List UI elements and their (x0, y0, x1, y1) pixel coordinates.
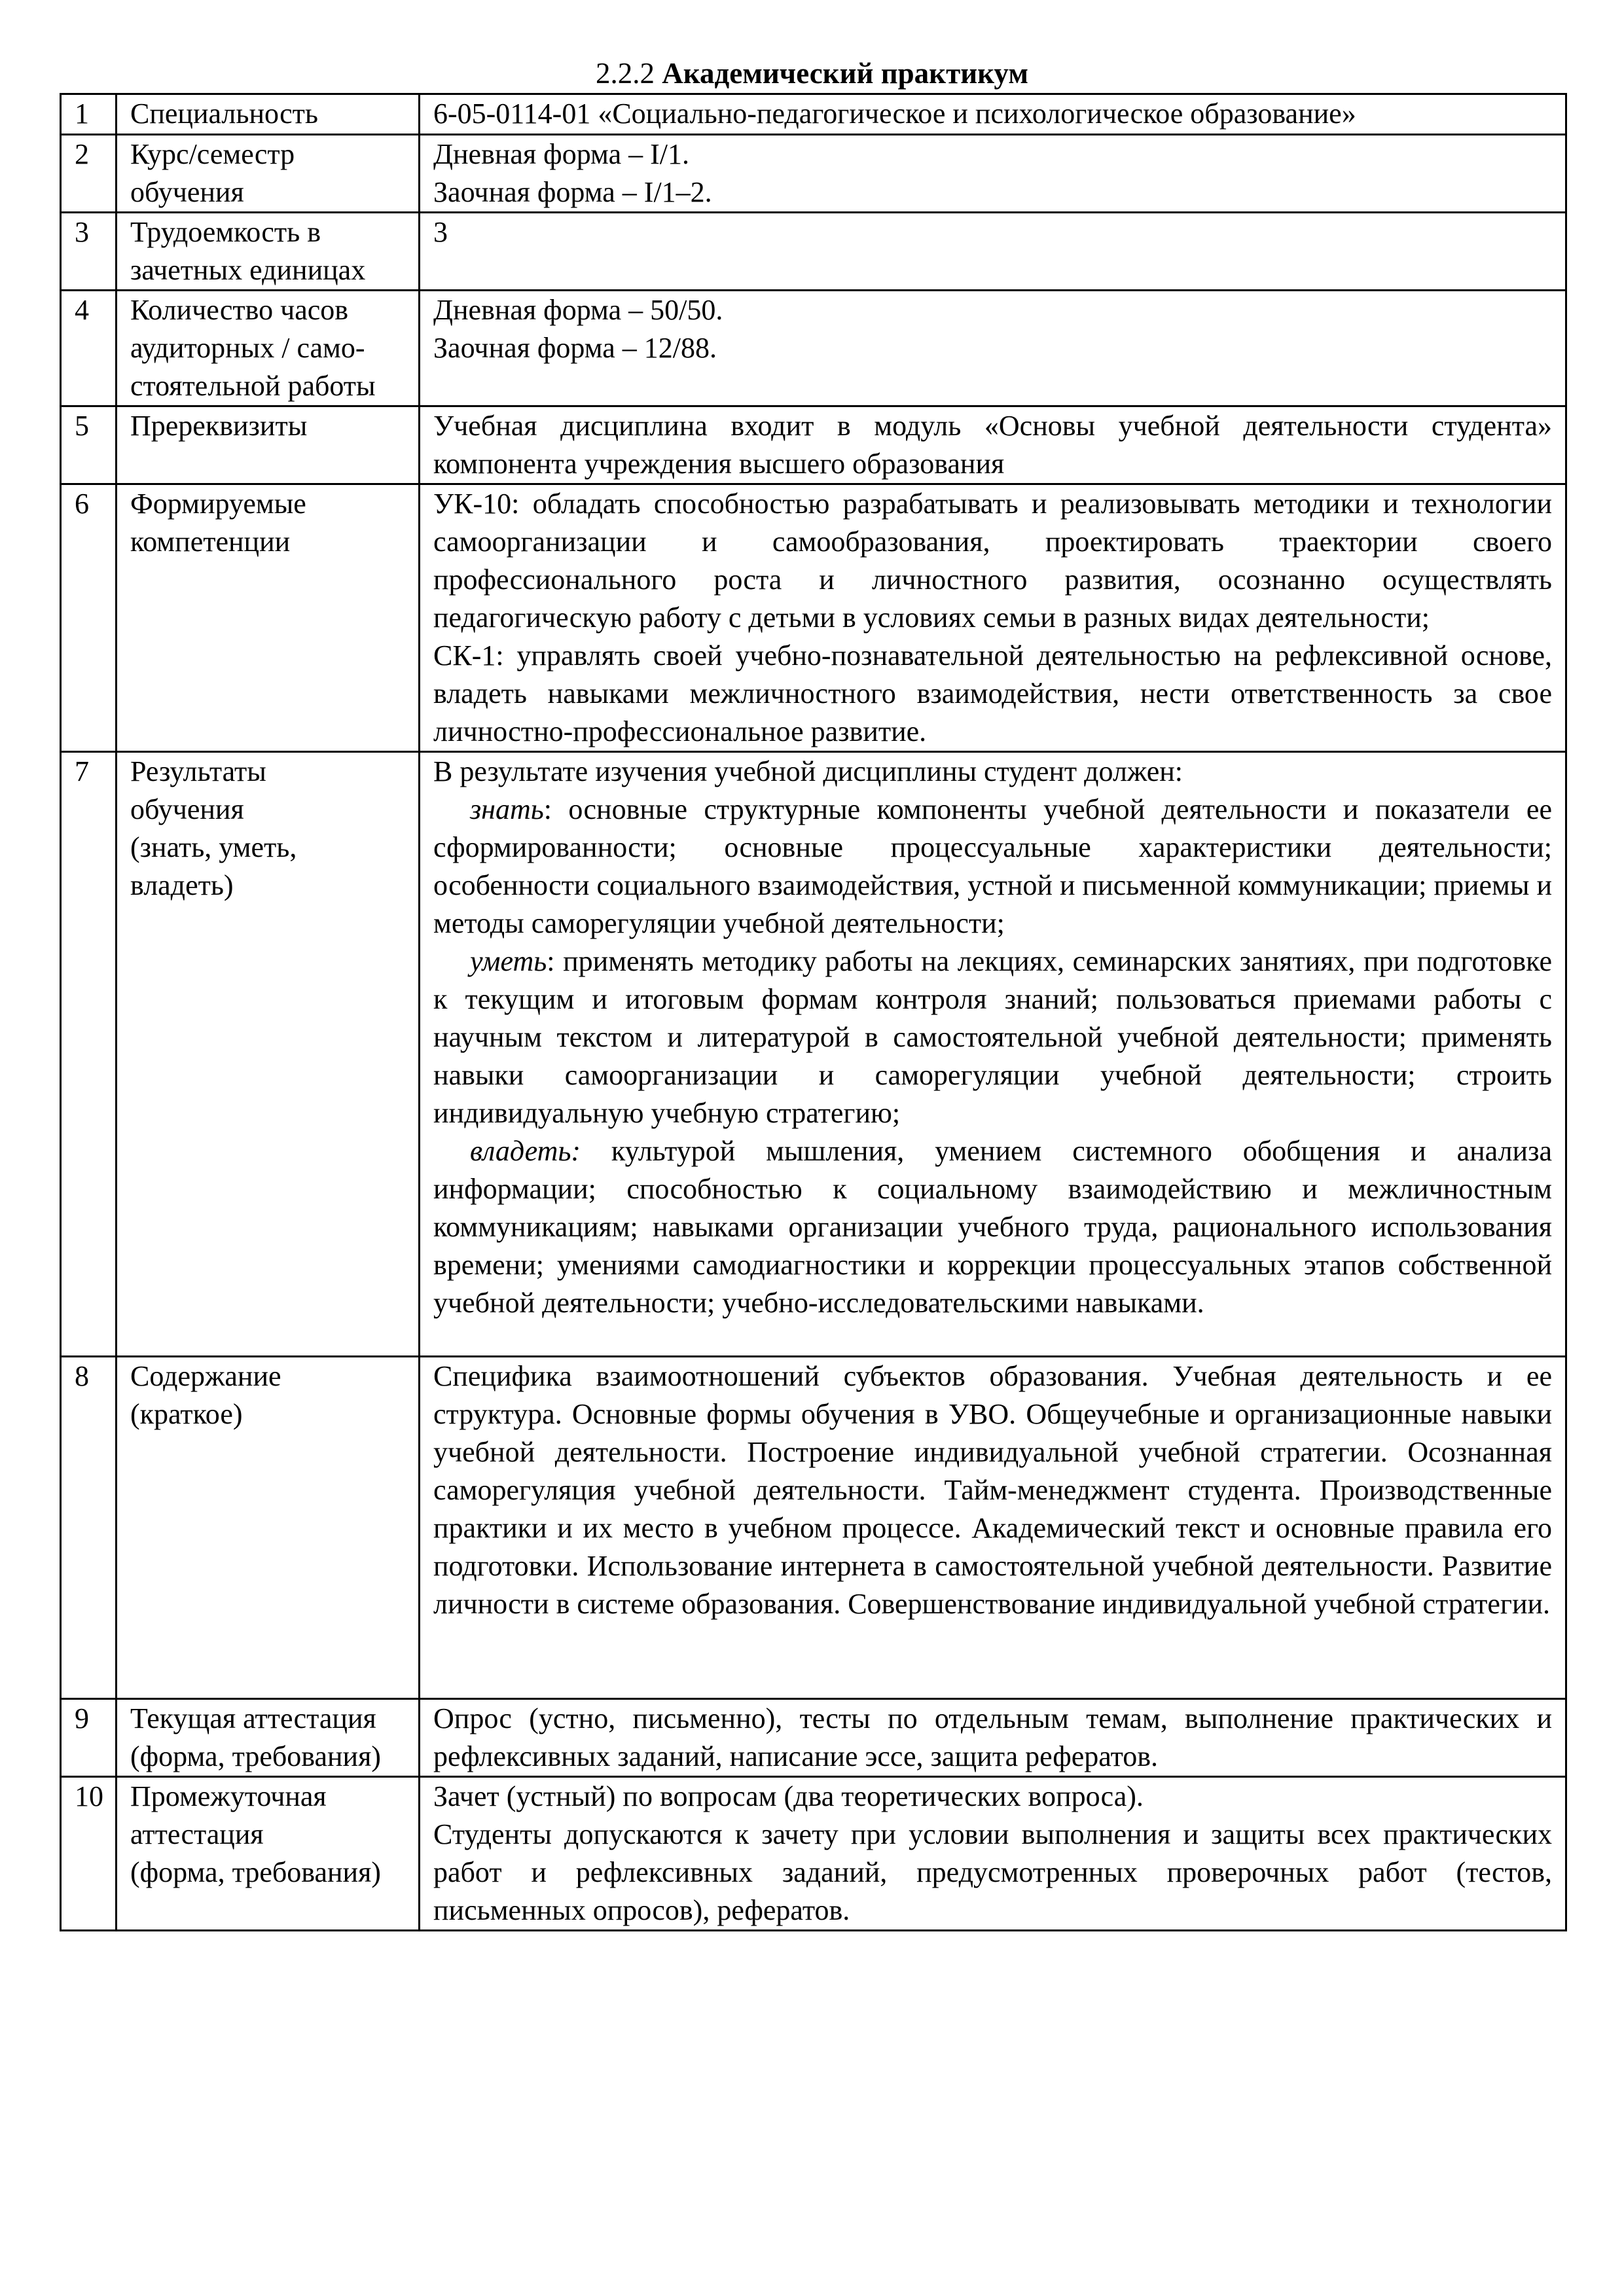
exam-paragraph: Зачет (устный) по вопросам (два теоретических вопроса). (433, 1780, 1144, 1812)
result-separator: : (543, 793, 552, 825)
label-line: (краткое) (130, 1398, 243, 1430)
row-number: 6 (61, 484, 117, 752)
result-term: знать (470, 793, 544, 825)
label-line: Результаты (130, 755, 266, 787)
value-line: 3 (433, 216, 448, 248)
label-line: Формируемые (130, 488, 306, 520)
row-value (420, 1699, 1566, 1777)
label-line: стоятельной работы (130, 370, 376, 402)
label-line: владеть) (130, 869, 234, 901)
label-line: аудиторных / само- (130, 332, 365, 364)
label-line: компетенции (130, 526, 291, 558)
row-label (117, 752, 420, 1357)
course-info-table (60, 93, 1567, 1931)
result-text: культурой мышления, умением системного обобщения и анализа информации; способностью к социальному взаимодействию и межличностным коммуникациям; навыками организации учебного труда, рационального использования времени; умениями самодиагностики и коррекции процессуальных этапов собственной учебной деятельности; учебно-исследовательскими навыками. (433, 1135, 1552, 1319)
row-label (117, 1699, 420, 1777)
label-line: аттестация (130, 1818, 264, 1850)
table-row (61, 1699, 1566, 1777)
label-line: обучения (130, 176, 244, 208)
label-line: Пререквизиты (130, 410, 308, 442)
value-line: Дневная форма – 50/50. (433, 294, 723, 326)
label-line: (форма, требования) (130, 1740, 381, 1772)
value-line: Дневная форма – I/1. (433, 138, 689, 170)
page-title (0, 55, 1624, 92)
result-item-know (433, 791, 1552, 942)
row-label (117, 406, 420, 484)
table-row (61, 1777, 1566, 1931)
row-number: 5 (61, 406, 117, 484)
table-row (61, 1357, 1566, 1699)
label-line: Промежуточная (130, 1780, 327, 1812)
value-text: Учебная дисциплина входит в модуль «Основы учебной деятельности студента» компонента учреждения высшего образования (433, 410, 1552, 480)
row-value (420, 94, 1566, 135)
row-number: 2 (61, 135, 117, 213)
row-number: 4 (61, 291, 117, 406)
row-number: 8 (61, 1357, 117, 1699)
row-value (420, 213, 1566, 291)
result-text: основные структурные компоненты учебной деятельности и показатели ее сформированности; основные процессуальные характеристики деятельности; особенности социального взаимодействия, устной и письменной коммуникации; приемы и методы саморегуляции учебной деятельности; (433, 793, 1552, 939)
assessment-text: Опрос (устно, письменно), тесты по отдельным темам, выполнение практических и рефлексивных заданий, написание эссе, защита рефератов. (433, 1702, 1552, 1772)
row-value (420, 1357, 1566, 1699)
competence-paragraph: СК-1: управлять своей учебно-познавательной деятельностью на рефлексивной основе, владеть навыками межличностного взаимодействия, нести ответственность за свое личностно-профессиональное развитие. (433, 639, 1552, 747)
label-line: Количество часов (130, 294, 349, 326)
table-row (61, 291, 1566, 406)
value-line: Заочная форма – I/1–2. (433, 176, 712, 208)
row-value (420, 291, 1566, 406)
exam-paragraph: Студенты допускаются к зачету при условии выполнения и защиты всех практических работ и рефлексивных заданий, предусмотренных проверочных работ (тестов, письменных опросов), рефератов. (433, 1818, 1552, 1926)
table-row (61, 135, 1566, 213)
label-line: Специальность (130, 98, 318, 130)
label-line: зачетных единицах (130, 254, 366, 286)
row-number: 3 (61, 213, 117, 291)
label-line: (знать, уметь, (130, 831, 297, 863)
row-number: 10 (61, 1777, 117, 1931)
label-line: Трудоемкость в (130, 216, 321, 248)
row-number: 9 (61, 1699, 117, 1777)
row-value (420, 406, 1566, 484)
result-item-master (433, 1132, 1552, 1322)
section-name: Академический практикум (662, 57, 1028, 90)
table-row (61, 406, 1566, 484)
results-intro: В результате изучения учебной дисциплины студент должен: (433, 755, 1183, 787)
value-line: Заочная форма – 12/88. (433, 332, 717, 364)
value-line: 6-05-0114-01 «Социально-педагогическое и психологическое образование» (433, 98, 1356, 130)
label-line: Содержание (130, 1360, 281, 1392)
competence-paragraph: УК-10: обладать способностью разрабатывать и реализовывать методики и технологии самоорганизации и самообразования, проектировать траектории своего профессионального роста и личностного развития, осознанно осуществлять педагогическую работу с детьми в условиях семьи в разных видах деятельности; (433, 488, 1552, 634)
content-text: Специфика взаимоотношений субъектов образования. Учебная деятельность и ее структура. Основные формы обучения в УВО. Общеучебные и организационные навыки учебной деятельности. Построение индивидуальной учебной стратегии. Осознанная саморегуляция учебной деятельности. Тайм-менеджмент студента. Производственные практики и их место в учебном процессе. Академический текст и основные правила его подготовки. Использование интернета в самостоятельной учебной деятельности. Развитие личности в системе образования. Совершенствование индивидуальной учебной стратегии. (433, 1360, 1552, 1620)
result-separator: : (547, 945, 555, 977)
row-number: 7 (61, 752, 117, 1357)
row-value (420, 135, 1566, 213)
label-line: (форма, требования) (130, 1856, 381, 1888)
row-label (117, 484, 420, 752)
table-row (61, 752, 1566, 1357)
row-label (117, 1357, 420, 1699)
label-line: Текущая аттестация (130, 1702, 376, 1734)
table-row (61, 484, 1566, 752)
result-term: владеть: (470, 1135, 581, 1167)
section-number: 2.2.2 (596, 57, 655, 90)
result-item-can (433, 942, 1552, 1132)
row-label (117, 94, 420, 135)
label-line: Курс/семестр (130, 138, 295, 170)
table-row (61, 94, 1566, 135)
result-text: применять методику работы на лекциях, семинарских занятиях, при подготовке к текущим и итоговым формам контроля знаний; пользоваться приемами работы с научным текстом и литературой в самостоятельной учебной деятельности; применять навыки самоорганизации и саморегуляции учебной деятельности; строить индивидуальную учебную стратегию; (433, 945, 1552, 1129)
row-value (420, 752, 1566, 1357)
row-value (420, 1777, 1566, 1931)
table-row (61, 213, 1566, 291)
row-value (420, 484, 1566, 752)
label-line: обучения (130, 793, 244, 825)
row-number: 1 (61, 94, 117, 135)
row-label (117, 213, 420, 291)
row-label (117, 135, 420, 213)
row-label (117, 1777, 420, 1931)
result-term: уметь (470, 945, 547, 977)
row-label (117, 291, 420, 406)
